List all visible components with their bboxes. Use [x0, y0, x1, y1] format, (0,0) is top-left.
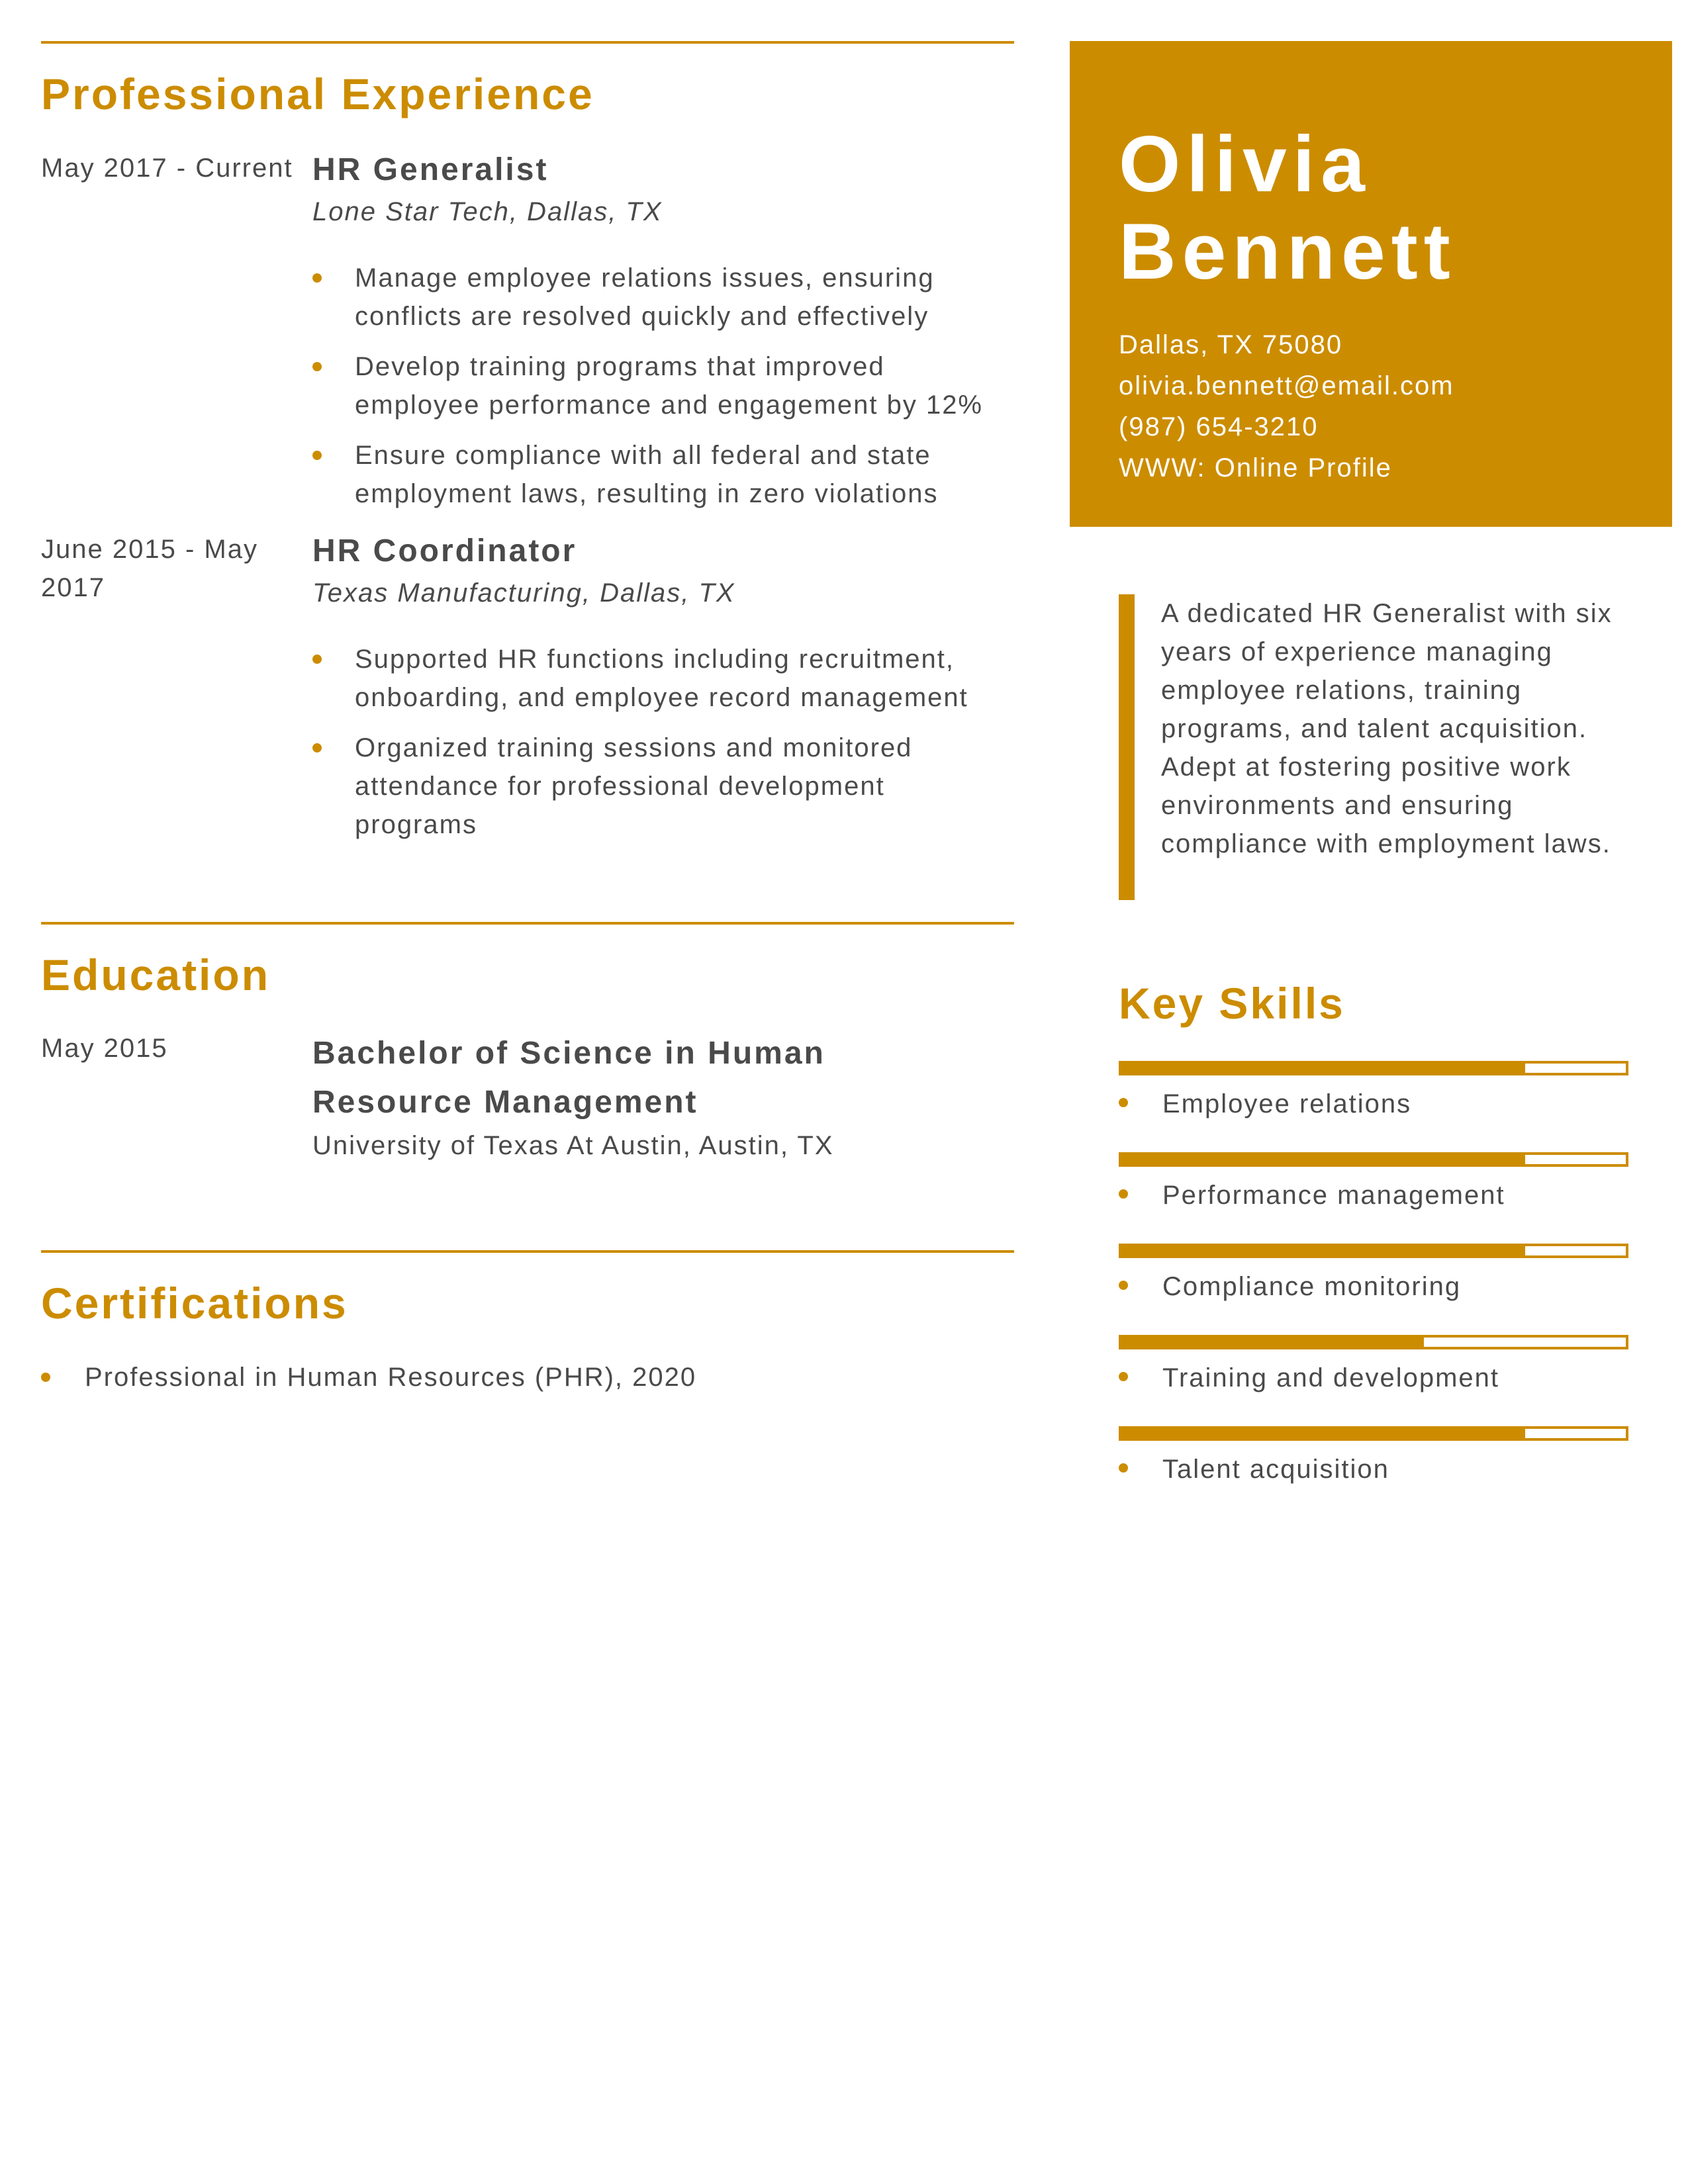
job-title: HR Generalist [312, 152, 549, 187]
contact-website[interactable]: WWW: Online Profile [1119, 453, 1392, 482]
job-date: May 2017 - Current [41, 153, 293, 183]
skill-level-fill [1121, 1064, 1525, 1073]
certification-text: Professional in Human Resources (PHR), 2020 [85, 1362, 697, 1392]
job-details [312, 149, 1014, 525]
contact-email[interactable]: olivia.bennett@email.com [1119, 371, 1454, 400]
bullet-icon [312, 655, 322, 664]
contact-address: Dallas, TX 75080 [1119, 330, 1343, 359]
skills-section [1119, 979, 1628, 1518]
job-company: Texas Manufacturing, Dallas, TX [312, 578, 735, 608]
skill-label [1119, 1267, 1628, 1306]
bullet-icon [1119, 1189, 1128, 1199]
section-divider [41, 1250, 1014, 1253]
skill-level-fill [1121, 1246, 1525, 1255]
bullet-icon [312, 743, 322, 752]
education-entry [41, 1029, 1014, 1164]
skill-level-bar [1119, 1426, 1628, 1441]
job-bullets [312, 259, 1014, 513]
skill-level-bar [1119, 1152, 1628, 1167]
bullet-icon [1119, 1463, 1128, 1473]
skill-label [1119, 1176, 1628, 1214]
bullet-icon [312, 362, 322, 371]
bullet-icon [1119, 1372, 1128, 1381]
job-details [312, 530, 1014, 856]
bullet-text: Manage employee relations issues, ensuring conflicts are resolved quickly and effectively [355, 263, 935, 331]
skill-item [1119, 1426, 1628, 1488]
skill-label [1119, 1085, 1628, 1123]
first-name: Olivia [1119, 120, 1371, 208]
job-company: Lone Star Tech, Dallas, TX [312, 197, 663, 226]
skill-level-fill [1121, 1338, 1424, 1347]
skill-name: Talent acquisition [1162, 1454, 1389, 1484]
skill-name: Employee relations [1162, 1089, 1412, 1118]
job-date: June 2015 - May 2017 [41, 534, 258, 602]
job-entry [41, 530, 1014, 856]
bullet-icon [41, 1373, 50, 1382]
job-title: HR Coordinator [312, 533, 577, 569]
skill-level-bar [1119, 1244, 1628, 1258]
skill-level-fill [1121, 1429, 1525, 1438]
skill-item [1119, 1152, 1628, 1214]
experience-heading: Professional Experience [41, 69, 594, 118]
bullet-icon [1119, 1281, 1128, 1290]
skills-heading: Key Skills [1119, 979, 1345, 1028]
list-item [312, 347, 1014, 424]
section-divider [41, 41, 1014, 44]
skill-label [1119, 1359, 1628, 1397]
list-item [312, 259, 1014, 336]
skill-name: Performance management [1162, 1180, 1505, 1210]
bullet-icon [312, 451, 322, 460]
bullet-text: Supported HR functions including recruitment, onboarding, and employee record management [355, 644, 968, 712]
skill-name: Compliance monitoring [1162, 1271, 1462, 1301]
contact-info [1119, 324, 1626, 488]
degree-title: Bachelor of Science in Human Resource Management [312, 1036, 825, 1120]
list-item [312, 729, 1014, 844]
bullet-text: Organized training sessions and monitored attendance for professional development programs [355, 733, 913, 839]
job-entry [41, 149, 1014, 525]
skill-level-fill [1121, 1155, 1525, 1164]
skill-level-bar [1119, 1061, 1628, 1075]
contact-phone: (987) 654-3210 [1119, 412, 1319, 441]
bullet-text: Develop training programs that improved employee performance and engagement by 12% [355, 351, 983, 420]
list-item [312, 640, 1014, 717]
skill-label [1119, 1450, 1628, 1488]
bullet-icon [1119, 1098, 1128, 1107]
education-heading: Education [41, 950, 271, 999]
job-bullets [312, 640, 1014, 844]
skill-item [1119, 1244, 1628, 1306]
bullet-icon [312, 273, 322, 283]
summary-text: A dedicated HR Generalist with six years of experience managing employee relations, training programs, and talent acquisition. Adept at fostering positive work environments and ensuring compliance with employment laws. [1119, 594, 1642, 900]
skill-level-bar [1119, 1335, 1628, 1349]
certifications-list [41, 1358, 1014, 1396]
list-item [312, 436, 1014, 513]
school-name: University of Texas At Austin, Austin, TX [312, 1131, 834, 1161]
education-date: May 2015 [41, 1034, 168, 1064]
section-divider [41, 922, 1014, 925]
skill-name: Training and development [1162, 1363, 1500, 1392]
education-details [312, 1029, 1014, 1164]
skill-item [1119, 1335, 1628, 1397]
certifications-heading: Certifications [41, 1279, 348, 1328]
name-header [1070, 41, 1672, 527]
left-column [41, 41, 1014, 1396]
last-name: Bennett [1119, 207, 1456, 296]
bullet-text: Ensure compliance with all federal and state employment laws, resulting in zero violations [355, 440, 939, 508]
list-item [41, 1358, 1014, 1396]
skill-item [1119, 1061, 1628, 1123]
